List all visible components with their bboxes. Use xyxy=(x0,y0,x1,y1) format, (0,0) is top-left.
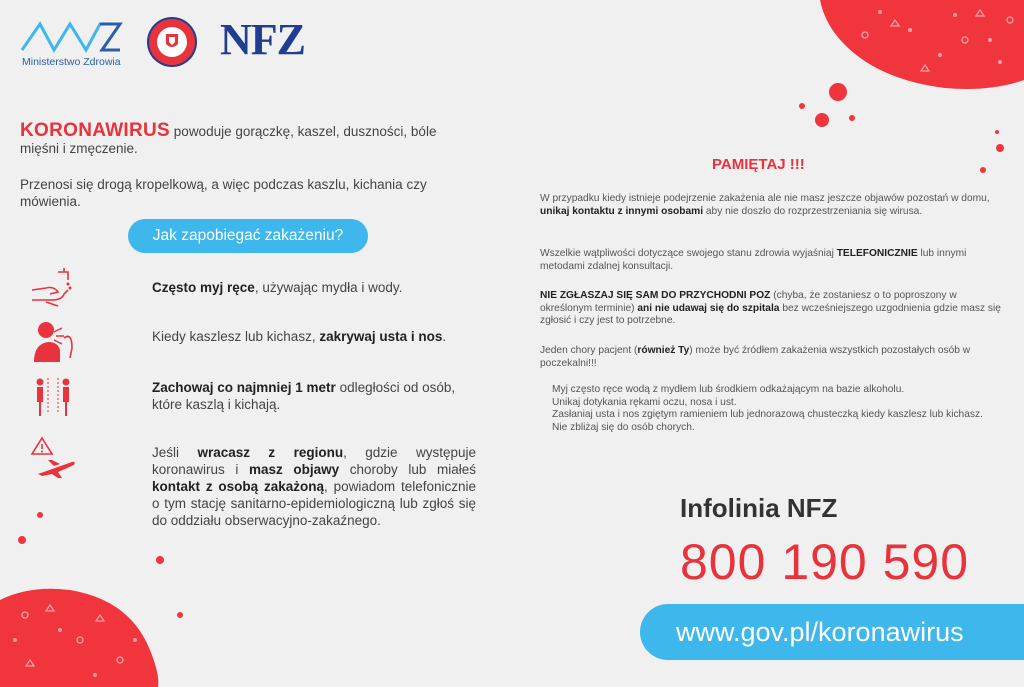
tip1-text: , używając mydła i wody. xyxy=(254,280,403,295)
rp1-bold: unikaj kontaktu z innymi osobami xyxy=(540,205,704,217)
tip4-bold-2: masz objawy xyxy=(249,462,340,477)
rp4-bold: również Ty xyxy=(637,345,690,356)
rp2-bold: TELEFONICZNIE xyxy=(836,248,918,259)
tip-distance xyxy=(152,379,476,413)
remember-paragraph-3 xyxy=(540,290,1010,328)
tip-cover-mouth xyxy=(152,328,472,345)
koronawirus-keyword: KORONAWIRUS xyxy=(20,120,171,141)
rp2-text: Wszelkie wątpliwości dotyczące swojego stanu zdrowia wyjaśniaj xyxy=(540,248,837,259)
rp1-text: W przypadku kiedy istnieje podejrzenie zakażenia ale nie masz jeszcze objawów pozostań w domu, xyxy=(540,193,990,204)
rp4-text: Jeden chory pacjent ( xyxy=(540,345,638,356)
remember-list xyxy=(552,384,1002,434)
tip4-text-4: , powiadom telefonicznie o tym stację sanitarno-epidemiologiczną lub zgłoś się do oddziału obserwacyjno-zakaźnego. xyxy=(152,479,476,528)
tip4-text-3: choroby lub miałeś xyxy=(339,462,477,477)
intro-transmission: Przenosi się drogą kropelkową, a więc podczas kaszlu, kichania czy mówienia. xyxy=(20,177,427,209)
infoline-label: Infolinia NFZ xyxy=(680,493,838,523)
tip-handwash xyxy=(152,279,472,296)
intro-symptoms xyxy=(20,122,440,157)
rp2-end: lub innymi metodami zdalnej konsultacji. xyxy=(540,248,967,272)
remember-paragraph-2 xyxy=(540,248,1010,273)
ministry-name: Ministerstwo Zdrowia xyxy=(22,56,121,68)
tip3-text: odległości od osób, które kaszlą i kichają. xyxy=(152,380,456,412)
rp3-text-1: (chyba, że zostaniesz o to poproszony w określonym terminie) xyxy=(540,290,957,314)
rp3-text-2: bez wcześniejszego uzgodnienia gdzie masz się zgłosić i czy jest to potrzebne. xyxy=(540,302,1001,327)
rp3-bold-1: NIE ZGŁASZAJ SIĘ SAM DO PRZYCHODNI POZ xyxy=(540,290,771,301)
rp4-end: ) może być źródłem zakażenia wszystkich pozostałych osób w poczekalni!!! xyxy=(540,345,971,369)
infoline-phone[interactable]: 800 190 590 xyxy=(680,534,970,590)
distance-icon xyxy=(28,374,78,418)
list-item: Unikaj dotykania rękami oczu, nosa i ust. xyxy=(552,396,737,408)
tip2-end: . xyxy=(442,329,447,344)
tip4-bold-1: wracasz z regionu xyxy=(197,445,344,460)
sanepid-seal-icon xyxy=(146,16,198,68)
symptoms-text: powoduje gorączkę, kaszel, duszności, bóle mięśni i zmęczenie. xyxy=(20,124,437,156)
cough-icon xyxy=(28,318,78,362)
list-item: Zasłaniaj usta i nos zgiętym ramieniem lub jednorazową chusteczką kiedy kaszlesz lub kichasz. xyxy=(552,409,983,421)
tip4-text-2: , gdzie występuje koronawirus i xyxy=(152,445,476,477)
nfz-logo: NFZ xyxy=(220,15,305,64)
tip3-bold: Zachowaj co najmniej 1 metr xyxy=(152,380,336,395)
remember-paragraph-1 xyxy=(540,193,1010,218)
remember-paragraph-4 xyxy=(540,345,1010,370)
remember-heading: PAMIĘTAJ !!! xyxy=(712,156,805,173)
tip2-bold: zakrywaj usta i nos xyxy=(319,329,443,344)
tip4-bold-3: kontakt z osobą zakażoną xyxy=(152,479,325,494)
travel-warning-icon xyxy=(28,436,78,480)
website-url-link[interactable]: www.gov.pl/koronawirus xyxy=(640,604,1024,660)
list-item: Nie zbliżaj się do osób chorych. xyxy=(552,421,695,433)
handwash-icon xyxy=(28,266,78,310)
tip-travel xyxy=(152,444,476,529)
rp1-end: aby nie doszło do rozprzestrzeniania się wirusa. xyxy=(703,205,923,217)
tip4-text-1: Jeśli xyxy=(152,445,198,460)
tip2-text: Kiedy kaszlesz lub kichasz, xyxy=(152,329,320,344)
tip1-bold: Często myj ręce xyxy=(152,280,255,295)
rp3-bold-2: ani nie udawaj się do szpitala xyxy=(637,302,780,314)
ministry-logo-icon xyxy=(20,18,124,54)
list-item: Myj często ręce wodą z mydłem lub środkiem odkażającym na bazie alkoholu. xyxy=(552,384,905,395)
prevention-heading-pill: Jak zapobiegać zakażeniu? xyxy=(128,219,368,253)
